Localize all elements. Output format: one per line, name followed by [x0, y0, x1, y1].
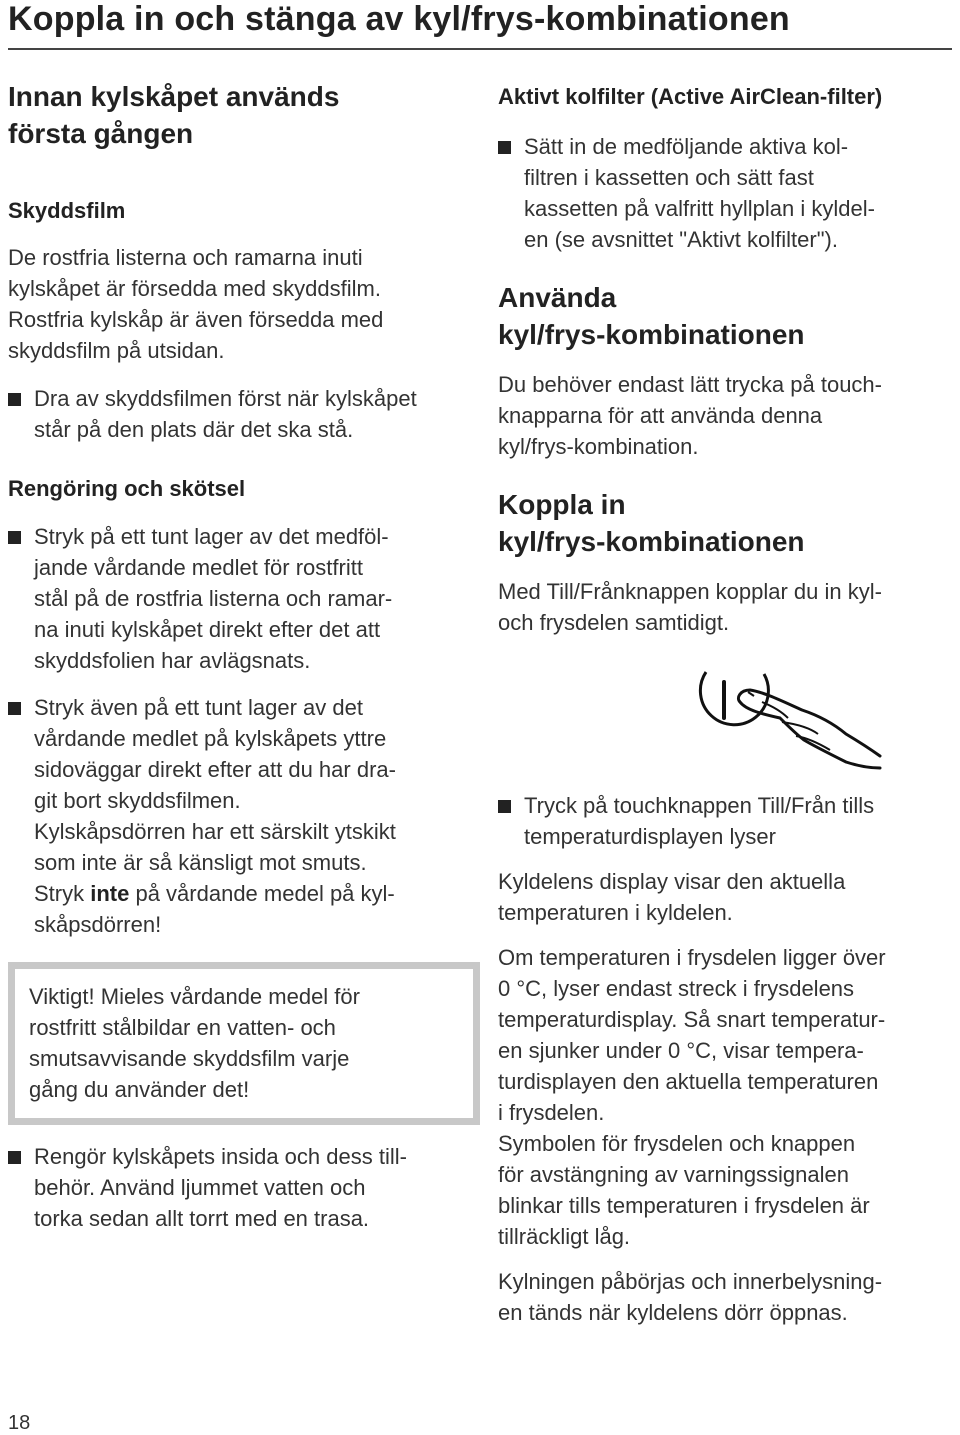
- text-line: na inuti kylskåpet direkt efter det att: [34, 617, 381, 642]
- switch-on-text: [498, 576, 953, 638]
- display-text: [498, 866, 953, 928]
- text-line: Sätt in de medföljande aktiva kol-: [524, 134, 849, 159]
- text-run: på vårdande medel på kyl-: [129, 881, 395, 906]
- left-column: [8, 78, 473, 1234]
- text-line: i frysdelen.: [498, 1100, 605, 1125]
- text-line: behör. Använd ljummet vatten och: [34, 1175, 366, 1200]
- text-line: tillräckligt låg.: [498, 1224, 631, 1249]
- text-line: git bort skyddsfilmen.: [34, 788, 241, 813]
- section-heading-first-use: [8, 78, 473, 152]
- text-line: 0 °C, lyser endast streck i frysdelens: [498, 976, 855, 1001]
- text-line: skyddsfilm på utsidan.: [8, 338, 225, 363]
- page-number: 18: [8, 1412, 31, 1434]
- heading-line: Innan kylskåpet används: [8, 81, 340, 112]
- text-line: skyddsfolien har avlägsnats.: [34, 648, 311, 673]
- bullet-square-icon: [8, 1151, 21, 1164]
- text-line: Rengör kylskåpets insida och dess till-: [34, 1144, 407, 1169]
- heading-line: Koppla in: [498, 489, 626, 520]
- text-line: Om temperaturen i frysdelen ligger över: [498, 945, 886, 970]
- text-line: Stryk på ett tunt lager av det medföl-: [34, 524, 389, 549]
- text-line: en sjunker under 0 °C, visar tempera-: [498, 1038, 864, 1063]
- bullet-press-power: [498, 790, 953, 852]
- bullet-care-agent-inside: [8, 521, 473, 676]
- text-line: smutsavvisande skyddsfilm varje: [29, 1046, 350, 1071]
- bullet-remove-film: [8, 383, 473, 445]
- text-line: Kyldelens display visar den aktuella: [498, 869, 846, 894]
- text-line: som inte är så känsligt mot smuts.: [34, 850, 367, 875]
- text-line: Stryk även på ett tunt lager av det: [34, 695, 363, 720]
- subheading-protective-film: Skyddsfilm: [8, 198, 126, 223]
- text-line: en (se avsnittet "Aktivt kolfilter").: [524, 227, 838, 252]
- text-line: De rostfria listerna och ramarna inuti: [8, 245, 363, 270]
- freezer-temperature-text: [498, 942, 953, 1252]
- text-line: en tänds när kyldelens dörr öppnas.: [498, 1300, 848, 1325]
- text-line: Tryck på touchknappen Till/Från tills: [524, 793, 875, 818]
- text-line: stål på de rostfria listerna och ramar-: [34, 586, 393, 611]
- emphasis-inte: inte: [90, 881, 130, 906]
- heading-line: kyl/frys-kombinationen: [498, 319, 805, 350]
- text-line: Kylningen påbörjas och innerbelysning-: [498, 1269, 883, 1294]
- bullet-square-icon: [8, 702, 21, 715]
- text-line: Du behöver endast lätt trycka på touch-: [498, 372, 882, 397]
- text-line: torka sedan allt torrt med en trasa.: [34, 1206, 370, 1231]
- text-line: vårdande medlet på kylskåpets yttre: [34, 726, 387, 751]
- heading-line: kyl/frys-kombinationen: [498, 526, 805, 557]
- bullet-square-icon: [498, 800, 511, 813]
- text-line: blinkar tills temperaturen i frysdelen är: [498, 1193, 870, 1218]
- text-line: kylskåpet är försedda med skyddsfilm.: [8, 276, 381, 301]
- text-line: skåpsdörren!: [34, 912, 162, 937]
- cooling-start-text: [498, 1266, 953, 1328]
- text-line: kyl/frys-kombination.: [498, 434, 699, 459]
- text-line: Med Till/Frånknappen kopplar du in kyl-: [498, 579, 882, 604]
- text-line: står på den plats där det ska stå.: [34, 417, 354, 442]
- text-line: Dra av skyddsfilmen först när kylskåpet: [34, 386, 417, 411]
- text-line: jande vårdande medlet för rostfritt: [34, 555, 363, 580]
- text-line: knapparna för att använda denna: [498, 403, 823, 428]
- section-heading-switch-on: [498, 486, 953, 560]
- text-line: för avstängning av varningssignalen: [498, 1162, 850, 1187]
- text-line: gång du använder det!: [29, 1077, 250, 1102]
- finger-touch-power-button-illustration: [684, 662, 884, 770]
- right-column: [498, 78, 953, 1328]
- text-line: temperaturen i kyldelen.: [498, 900, 733, 925]
- subheading-cleaning: Rengöring och skötsel: [8, 476, 246, 501]
- text-line: Rostfria kylskåp är även försedda med: [8, 307, 384, 332]
- text-line: Viktigt! Mieles vårdande medel för: [29, 984, 360, 1009]
- subheading-active-filter: Aktivt kolfilter (Active AirClean-filter): [498, 84, 883, 109]
- text-line: [34, 878, 473, 909]
- bullet-insert-filter: [498, 131, 953, 255]
- bullet-clean-inside: [8, 1141, 473, 1234]
- text-line: temperaturdisplay. Så snart temperatur-: [498, 1007, 886, 1032]
- text-line: Kylskåpsdörren har ett särskilt ytskikt: [34, 819, 396, 844]
- text-line: och frysdelen samtidigt.: [498, 610, 730, 635]
- section-heading-use: [498, 279, 953, 353]
- bullet-care-agent-outside: [8, 692, 473, 940]
- page-title: Koppla in och stänga av kyl/frys-kombinationen: [8, 0, 790, 38]
- text-line: rostfritt stålbildar en vatten- och: [29, 1015, 336, 1040]
- text-line: temperaturdisplayen lyser: [524, 824, 776, 849]
- text-line: kassetten på valfritt hyllplan i kyldel-: [524, 196, 875, 221]
- text-line: sidoväggar direkt efter att du har dra-: [34, 757, 396, 782]
- bullet-square-icon: [8, 393, 21, 406]
- use-text: [498, 369, 953, 462]
- protective-film-text: [8, 242, 473, 366]
- text-line: filtren i kassetten och sätt fast: [524, 165, 814, 190]
- text-run: Stryk: [34, 881, 91, 906]
- heading-line: första gången: [8, 118, 194, 149]
- text-line: Symbolen för frysdelen och knappen: [498, 1131, 856, 1156]
- heading-line: Använda: [498, 282, 617, 313]
- bullet-square-icon: [498, 141, 511, 154]
- bullet-square-icon: [8, 531, 21, 544]
- text-line: turdisplayen den aktuella temperaturen: [498, 1069, 879, 1094]
- important-note-box: [8, 962, 480, 1125]
- title-divider: [8, 48, 952, 50]
